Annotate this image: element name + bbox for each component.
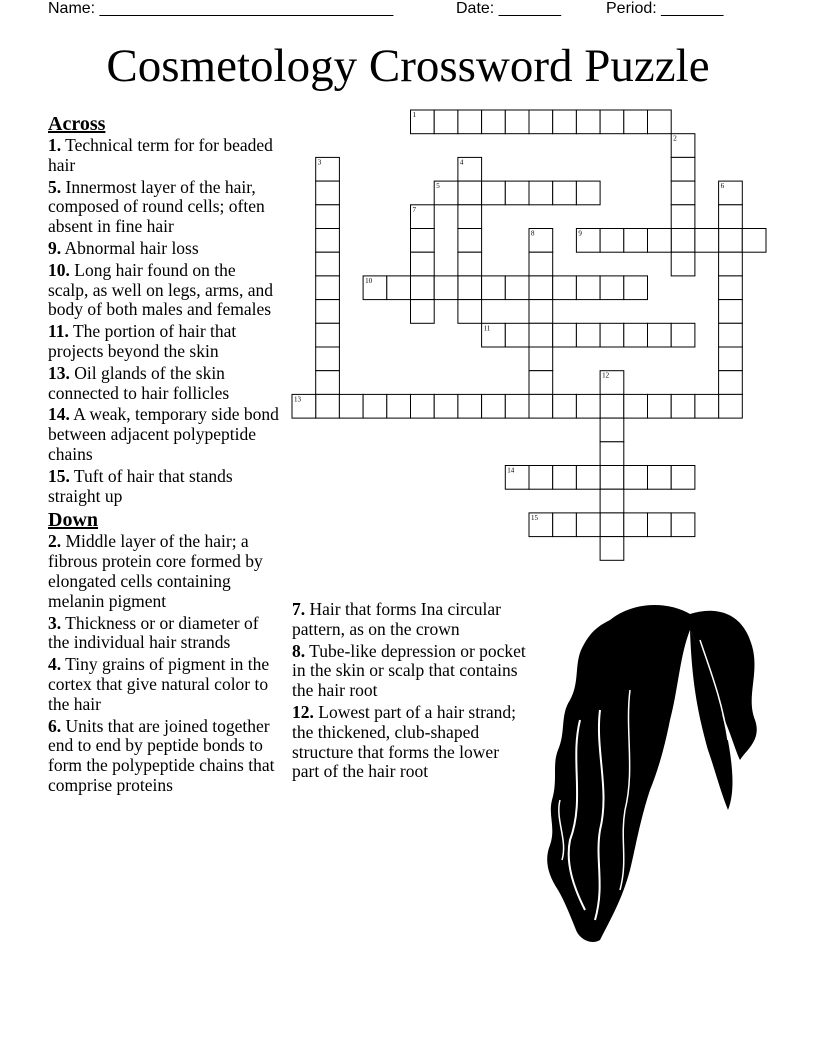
cell-number: 7: [412, 205, 416, 214]
grid-cell[interactable]: [600, 513, 624, 537]
grid-cell[interactable]: [719, 371, 743, 395]
grid-cell[interactable]: [458, 252, 482, 276]
clue-number: 7.: [292, 599, 306, 619]
grid-cell[interactable]: [600, 418, 624, 442]
grid-cell[interactable]: [600, 394, 624, 418]
grid-cell[interactable]: [529, 466, 553, 490]
student-info-row: [48, 0, 768, 20]
down-clue-list: [48, 532, 280, 795]
grid-cell[interactable]: [529, 181, 553, 205]
grid-cell[interactable]: [363, 276, 387, 300]
cell-number: 14: [507, 466, 515, 475]
grid-cell[interactable]: [411, 252, 435, 276]
grid-cell[interactable]: [316, 252, 340, 276]
grid-cell[interactable]: [719, 181, 743, 205]
grid-cell[interactable]: [411, 229, 435, 253]
clue-item: [48, 717, 280, 796]
grid-cell[interactable]: [648, 513, 672, 537]
grid-cell[interactable]: [434, 276, 458, 300]
grid-cell[interactable]: [576, 323, 600, 347]
grid-cell[interactable]: [292, 394, 316, 418]
grid-cell[interactable]: [648, 394, 672, 418]
grid-cell[interactable]: [671, 157, 695, 181]
grid-cell[interactable]: [505, 110, 529, 134]
clue-number: 10.: [48, 259, 70, 280]
grid-cell[interactable]: [671, 181, 695, 205]
grid-cell[interactable]: [695, 394, 719, 418]
clue-number: 3.: [48, 612, 62, 633]
grid-cell[interactable]: [719, 229, 743, 253]
clue-text: Tiny grains of pigment in the cortex that give natural color to the hair: [48, 654, 270, 714]
grid-cell[interactable]: [553, 323, 577, 347]
grid-cell[interactable]: [505, 276, 529, 300]
clue-text: Oil glands of the skin connected to hair follicles: [48, 362, 230, 403]
clue-item: [48, 261, 280, 320]
grid-cell[interactable]: [529, 347, 553, 371]
grid-cell[interactable]: [671, 134, 695, 158]
name-field[interactable]: Name: _________________________________: [48, 0, 394, 17]
grid-cell[interactable]: [742, 229, 766, 253]
grid-cell[interactable]: [624, 110, 648, 134]
grid-cell[interactable]: [576, 110, 600, 134]
grid-cell[interactable]: [553, 466, 577, 490]
grid-cell[interactable]: [648, 229, 672, 253]
down-clues-continued: [292, 600, 530, 784]
clue-item: [48, 614, 280, 654]
period-field[interactable]: Period: _______: [606, 0, 724, 17]
grid-cell[interactable]: [576, 181, 600, 205]
clue-item: [48, 136, 280, 176]
clue-number: 6.: [48, 715, 62, 736]
clue-number: 13.: [48, 362, 70, 383]
grid-cell[interactable]: [719, 394, 743, 418]
clue-text: Lowest part of a hair strand; the thickened, club-shaped structure that forms the lower part of the hair root: [292, 701, 517, 782]
grid-cell[interactable]: [600, 537, 624, 561]
grid-cell[interactable]: [458, 181, 482, 205]
grid-cell[interactable]: [553, 110, 577, 134]
grid-cell[interactable]: [553, 513, 577, 537]
grid-cell[interactable]: [529, 323, 553, 347]
grid-cell[interactable]: [553, 276, 577, 300]
grid-cell[interactable]: [719, 347, 743, 371]
grid-cell[interactable]: [624, 229, 648, 253]
grid-cell[interactable]: [600, 466, 624, 490]
grid-cell[interactable]: [411, 394, 435, 418]
clue-item: [48, 405, 280, 464]
grid-cell[interactable]: [576, 276, 600, 300]
cell-number: 8: [531, 229, 535, 238]
clue-text: Long hair found on the scalp, as well on legs, arms, and body of both males and females: [48, 259, 274, 320]
cell-number: 15: [531, 513, 538, 522]
grid-cell[interactable]: [458, 300, 482, 324]
grid-cell[interactable]: [316, 347, 340, 371]
clue-text: Thickness or or diameter of the individual hair strands: [48, 612, 259, 653]
grid-cell[interactable]: [434, 110, 458, 134]
grid-cell[interactable]: [316, 229, 340, 253]
grid-cell[interactable]: [458, 394, 482, 418]
date-field[interactable]: Date: _______: [456, 0, 561, 17]
grid-cell[interactable]: [458, 157, 482, 181]
grid-cell[interactable]: [719, 205, 743, 229]
grid-cell[interactable]: [505, 394, 529, 418]
clue-item: [48, 178, 280, 237]
grid-cell[interactable]: [553, 394, 577, 418]
cell-number: 11: [483, 324, 491, 333]
clue-item: [48, 655, 280, 714]
grid-cell[interactable]: [624, 276, 648, 300]
clue-item: [292, 703, 530, 782]
clue-text: Innermost layer of the hair, composed of round cells; often absent in fine hair: [48, 176, 265, 237]
cell-number: 12: [602, 371, 610, 380]
grid-cell[interactable]: [719, 323, 743, 347]
grid-cell[interactable]: [387, 276, 411, 300]
grid-cell[interactable]: [600, 371, 624, 395]
cell-number: 3: [317, 158, 322, 167]
grid-cell[interactable]: [482, 110, 506, 134]
cell-number: 6: [720, 182, 725, 191]
grid-cell[interactable]: [624, 466, 648, 490]
grid-cell[interactable]: [458, 229, 482, 253]
grid-cell[interactable]: [482, 181, 506, 205]
grid-cell[interactable]: [458, 110, 482, 134]
clue-number: 1.: [48, 135, 62, 155]
grid-cell[interactable]: [316, 371, 340, 395]
grid-cell[interactable]: [505, 181, 529, 205]
grid-cell[interactable]: [719, 300, 743, 324]
grid-cell[interactable]: [576, 394, 600, 418]
grid-cell[interactable]: [648, 466, 672, 490]
clue-text: Hair that forms Ina circular pattern, as on the crown: [292, 599, 501, 639]
grid-cell[interactable]: [458, 276, 482, 300]
clue-text: A weak, temporary side bond between adjacent polypeptide chains: [48, 404, 279, 464]
grid-cell[interactable]: [316, 181, 340, 205]
clue-number: 8.: [292, 640, 306, 661]
clue-text: Technical term for for beaded hair: [48, 135, 273, 175]
grid-cell[interactable]: [648, 323, 672, 347]
grid-cell[interactable]: [671, 229, 695, 253]
clue-item: [48, 239, 280, 259]
cell-number: 9: [578, 229, 582, 238]
grid-cell[interactable]: [671, 252, 695, 276]
grid-cell[interactable]: [576, 466, 600, 490]
grid-cell[interactable]: [482, 323, 506, 347]
grid-cell[interactable]: [553, 181, 577, 205]
grid-cell[interactable]: [624, 323, 648, 347]
grid-cell[interactable]: [411, 300, 435, 324]
grid-cell[interactable]: [482, 276, 506, 300]
cell-number: 4: [459, 158, 464, 167]
grid-cell[interactable]: [316, 157, 340, 181]
grid-cell[interactable]: [600, 489, 624, 513]
grid-cell[interactable]: [529, 394, 553, 418]
clue-text: Abnormal hair loss: [61, 237, 199, 258]
across-heading: Across: [48, 113, 106, 135]
clue-text: The portion of hair that projects beyond the skin: [48, 321, 237, 361]
grid-cell[interactable]: [434, 181, 458, 205]
grid-cell[interactable]: [316, 300, 340, 324]
grid-cell[interactable]: [505, 323, 529, 347]
grid-cell[interactable]: [719, 276, 743, 300]
grid-cell[interactable]: [434, 394, 458, 418]
clue-text: Tube-like depression or pocket in the skin or scalp that contains the hair root: [292, 640, 526, 701]
grid-cell[interactable]: [648, 110, 672, 134]
grid-cell[interactable]: [363, 394, 387, 418]
clue-number: 15.: [48, 465, 70, 486]
grid-cell[interactable]: [671, 394, 695, 418]
grid-cell[interactable]: [411, 205, 435, 229]
grid-cell[interactable]: [600, 323, 624, 347]
grid-cell[interactable]: [600, 442, 624, 466]
grid-cell[interactable]: [529, 229, 553, 253]
grid-cell[interactable]: [339, 394, 363, 418]
grid-cell[interactable]: [316, 205, 340, 229]
grid-cell[interactable]: [316, 323, 340, 347]
clue-number: 9.: [48, 237, 62, 258]
grid-cell[interactable]: [411, 276, 435, 300]
grid-cell[interactable]: [695, 229, 719, 253]
clue-number: 14.: [48, 404, 70, 425]
grid-cell[interactable]: [576, 513, 600, 537]
grid-cell[interactable]: [671, 323, 695, 347]
grid-cell[interactable]: [671, 466, 695, 490]
clue-item: [48, 322, 280, 362]
across-clue-list: [48, 136, 280, 506]
grid-cell[interactable]: [316, 276, 340, 300]
clue-text: Units that are joined together end to end by peptide bonds to form the polypeptide chains that comprise proteins: [48, 715, 275, 795]
grid-cell[interactable]: [387, 394, 411, 418]
page-title: Cosmetology Crossword Puzzle: [106, 40, 710, 92]
grid-cell[interactable]: [624, 513, 648, 537]
down-clue-list-continued: [292, 600, 530, 782]
clue-item: [48, 532, 280, 611]
grid-cell[interactable]: [529, 276, 553, 300]
clue-item: [292, 642, 530, 701]
grid-cell[interactable]: [529, 300, 553, 324]
clue-item: [48, 467, 280, 507]
grid-cell[interactable]: [624, 394, 648, 418]
grid-cell[interactable]: [600, 276, 624, 300]
grid-cell[interactable]: [671, 513, 695, 537]
grid-cell[interactable]: [671, 205, 695, 229]
clue-item: [48, 364, 280, 404]
clue-item: [292, 600, 530, 640]
grid-cell[interactable]: [529, 110, 553, 134]
cell-number: 1: [412, 111, 416, 119]
grid-cell[interactable]: [316, 394, 340, 418]
clue-text: Middle layer of the hair; a fibrous protein core formed by elongated cells containing melanin pigment: [48, 531, 263, 611]
across-clues: [48, 112, 280, 798]
grid-cell[interactable]: [529, 513, 553, 537]
grid-cell[interactable]: [719, 252, 743, 276]
grid-cell[interactable]: [576, 229, 600, 253]
down-heading: Down: [48, 509, 99, 532]
clue-number: 4.: [48, 654, 62, 675]
grid-cell[interactable]: [529, 371, 553, 395]
grid-cell[interactable]: [458, 205, 482, 229]
grid-cell[interactable]: [482, 394, 506, 418]
clue-number: 5.: [48, 176, 62, 197]
cell-number: 5: [436, 182, 440, 191]
cell-number: 2: [673, 134, 677, 143]
hair-illustration: [540, 600, 780, 950]
grid-cell[interactable]: [600, 229, 624, 253]
grid-cell[interactable]: [600, 110, 624, 134]
clue-number: 12.: [292, 701, 314, 722]
grid-cell[interactable]: [411, 110, 435, 134]
grid-cell[interactable]: [505, 466, 529, 490]
clue-number: 2.: [48, 531, 62, 552]
clue-number: 11.: [48, 321, 69, 342]
clue-text: Tuft of hair that stands straight up: [48, 465, 233, 506]
cell-number: 10: [365, 276, 373, 285]
cell-number: 13: [294, 395, 301, 404]
grid-cell[interactable]: [529, 252, 553, 276]
